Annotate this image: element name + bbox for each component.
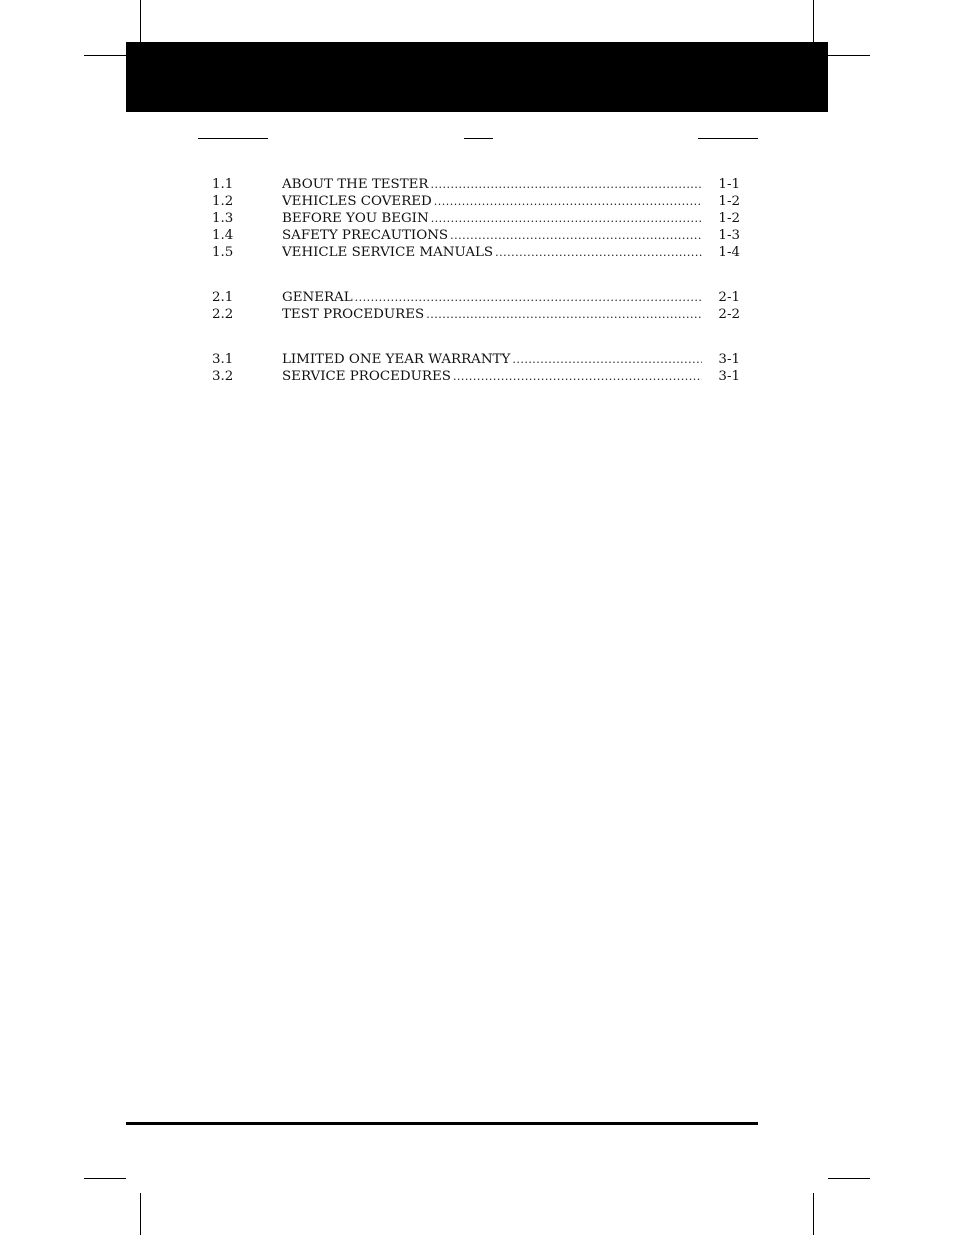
toc-page-number: 3-1 <box>718 369 740 384</box>
crop-mark-top-left-horizontal <box>84 55 126 56</box>
toc-page-number: 1-2 <box>718 194 740 209</box>
toc-title-container <box>282 210 702 227</box>
toc-entry[interactable] <box>212 306 740 323</box>
toc-title-container <box>282 306 702 323</box>
toc-dot-leader <box>453 368 702 385</box>
toc-title-container <box>282 193 702 210</box>
toc-section-title: BEFORE YOU BEGIN <box>282 211 429 226</box>
toc-group <box>212 289 740 323</box>
toc-dot-leader <box>434 193 702 210</box>
toc-entry[interactable] <box>212 289 740 306</box>
toc-section-title: ABOUT THE TESTER <box>282 177 429 192</box>
toc-page-number: 2-1 <box>718 290 740 305</box>
toc-title-container <box>282 368 702 385</box>
toc-entry[interactable] <box>212 227 740 244</box>
toc-dot-leader <box>431 176 702 193</box>
toc-group <box>212 176 740 261</box>
toc-section-number: 1.3 <box>212 211 234 226</box>
crop-mark-bottom-right-vertical <box>813 1193 814 1235</box>
toc-dot-leader <box>426 306 702 323</box>
crop-mark-top-left-vertical <box>140 0 141 42</box>
toc-dot-leader <box>512 351 702 368</box>
crop-mark-top-right-vertical <box>813 0 814 42</box>
toc-entry[interactable] <box>212 351 740 368</box>
toc-section-number: 2.2 <box>212 307 234 322</box>
toc-dot-leader <box>495 244 702 261</box>
toc-section-number: 3.1 <box>212 352 234 367</box>
crop-mark-bottom-left-horizontal <box>84 1178 126 1179</box>
toc-section-number: 1.1 <box>212 177 234 192</box>
toc-dot-leader <box>431 210 702 227</box>
toc-section-title: SAFETY PRECAUTIONS <box>282 228 449 243</box>
toc-section-title: VEHICLES COVERED <box>282 194 432 209</box>
toc-page-number: 2-2 <box>718 307 740 322</box>
toc-section-title: LIMITED ONE YEAR WARRANTY <box>282 352 511 367</box>
toc-entry[interactable] <box>212 176 740 193</box>
toc-section-title: SERVICE PROCEDURES <box>282 369 451 384</box>
toc-page-number: 1-2 <box>718 211 740 226</box>
toc-section-number: 1.4 <box>212 228 234 243</box>
crop-mark-top-right-horizontal <box>828 55 870 56</box>
toc-section-title: GENERAL <box>282 290 353 305</box>
column-rule-section <box>198 138 268 139</box>
toc-page-number: 1-3 <box>718 228 740 243</box>
toc-section-number: 2.1 <box>212 290 234 305</box>
toc-dot-leader <box>450 227 702 244</box>
toc-entry[interactable] <box>212 244 740 261</box>
toc-entry[interactable] <box>212 210 740 227</box>
toc-section-number: 3.2 <box>212 369 234 384</box>
footer-rule <box>126 1122 758 1125</box>
crop-mark-bottom-left-vertical <box>140 1193 141 1235</box>
toc-dot-leader <box>355 289 702 306</box>
toc-section-number: 1.2 <box>212 194 234 209</box>
toc-page-number: 3-1 <box>718 352 740 367</box>
header-band <box>126 42 828 112</box>
toc-page-number: 1-4 <box>718 245 740 260</box>
toc-page-number: 1-1 <box>718 177 740 192</box>
crop-mark-bottom-right-horizontal <box>828 1178 870 1179</box>
toc-title-container <box>282 244 702 261</box>
toc-entry[interactable] <box>212 193 740 210</box>
toc-entry[interactable] <box>212 368 740 385</box>
toc-title-container <box>282 289 702 306</box>
toc-title-container <box>282 227 702 244</box>
column-rule-title <box>464 138 493 139</box>
toc-title-container <box>282 351 702 368</box>
toc-section-title: VEHICLE SERVICE MANUALS <box>282 245 494 260</box>
toc-title-container <box>282 176 702 193</box>
table-of-contents <box>212 176 740 413</box>
toc-group <box>212 351 740 385</box>
toc-section-number: 1.5 <box>212 245 234 260</box>
column-rule-page <box>698 138 758 139</box>
toc-section-title: TEST PROCEDURES <box>282 307 425 322</box>
